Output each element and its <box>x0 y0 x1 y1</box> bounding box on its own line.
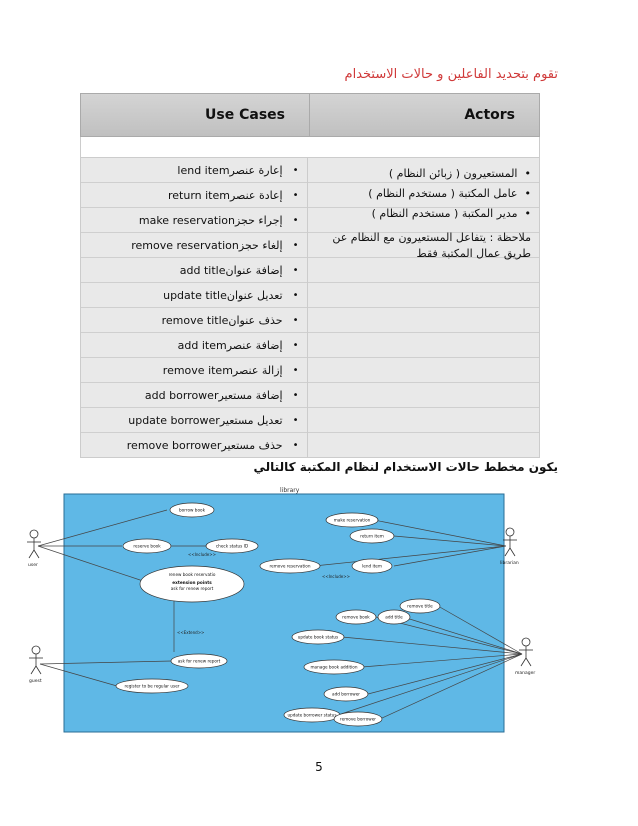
actor-manager-icon <box>522 638 530 646</box>
use-case-ar: تعديل مستعير <box>219 413 283 427</box>
use-case-en: remove item <box>162 363 233 377</box>
bullet: • <box>524 167 531 180</box>
use-case-row <box>81 183 307 208</box>
use-case-diagram <box>22 484 558 742</box>
label-update-borrower-status: update borrower status <box>287 712 337 718</box>
use-case-en: add title <box>179 263 226 277</box>
label-remove-borrower: remove borrower <box>339 716 377 722</box>
use-case-ar: إزالة عنصر <box>232 363 283 377</box>
label-ask-for-renew: ask for renew report <box>170 586 214 591</box>
actor-guest-icon <box>32 646 40 654</box>
actor-item <box>319 204 531 224</box>
bullet: • <box>292 339 299 351</box>
actors-row-line <box>308 283 540 308</box>
extend-label: <<Extend>> <box>177 630 205 635</box>
label-update-book-status: update book status <box>297 634 339 640</box>
actors-row-line <box>308 433 540 457</box>
actors-row-line <box>308 308 540 333</box>
system-boundary <box>64 494 504 732</box>
actor-text: مدير المكتبة ( مستخدم النظام ) <box>371 207 518 220</box>
actors-row-line <box>308 383 540 408</box>
use-case-ar: إلغاء حجز <box>238 238 283 252</box>
bullet: • <box>524 187 531 200</box>
include-label: <<Include>> <box>188 552 216 557</box>
page-heading: تقوم بتحديد الفاعلين و حالات الاستخدام <box>344 67 558 82</box>
use-case-ar: حذف عنوان <box>228 313 283 327</box>
actors-column <box>308 158 540 457</box>
use-case-en: update title <box>163 288 227 302</box>
use-case-row <box>81 408 307 433</box>
use-case-row <box>81 208 307 233</box>
label-reserve-book: reserve book <box>133 543 161 549</box>
diagram-caption: يكون مخطط حالات الاستخدام لنظام المكتبة كالتالي <box>253 460 558 474</box>
actor-user-label: user <box>28 563 38 568</box>
system-label: library <box>280 487 300 494</box>
use-case-en: lend item <box>177 163 230 177</box>
use-case-ar: إضافة مستعير <box>218 388 283 402</box>
use-case-en: add borrower <box>144 388 219 402</box>
actors-note: ملاحظة : يتفاعل المستعيرون مع النظام عن طريق عمال المكتبة فقط <box>332 231 531 260</box>
use-case-row <box>81 308 307 333</box>
table-header <box>80 93 540 137</box>
label-check-status: check status ID <box>215 543 249 549</box>
label-return-item: return item <box>360 533 384 539</box>
bullet: • <box>292 289 299 301</box>
table-spacer <box>80 137 540 157</box>
bullet: • <box>292 389 299 401</box>
actors-header: Actors <box>310 94 539 136</box>
use-case-ar: حذف مستعير <box>221 438 283 452</box>
actor-text: عامل المكتبة ( مستخدم النظام ) <box>368 187 518 200</box>
label-add-title: add title <box>385 614 403 620</box>
actors-usecases-table <box>80 93 540 458</box>
label-add-borrower: add borrower <box>332 691 360 697</box>
use-case-row <box>81 383 307 408</box>
use-case-en: remove reservation <box>131 238 239 252</box>
use-cases-column <box>81 158 308 457</box>
actor-user-icon <box>30 530 38 538</box>
bullet: • <box>292 414 299 426</box>
actors-row-line <box>308 358 540 383</box>
actor-text: المستعيرون ( زبائن النظام ) <box>388 167 518 180</box>
use-case-row <box>81 333 307 358</box>
use-case-row <box>81 158 307 183</box>
label-remove-title: remove title <box>407 603 433 609</box>
use-case-en: remove title <box>161 313 229 327</box>
use-case-en: update borrower <box>128 413 220 427</box>
use-case-ar: إضافة عنوان <box>225 263 283 277</box>
use-case-row <box>81 258 307 283</box>
actors-row-line <box>308 408 540 433</box>
actor-librarian-icon <box>506 528 514 536</box>
label-extension-points: extension points <box>172 580 212 585</box>
label-lend-item: lend item <box>362 563 382 569</box>
use-case-row <box>81 283 307 308</box>
label-make-reservation: make reservation <box>333 517 371 523</box>
bullet: • <box>292 189 299 201</box>
actor-guest-label: guest <box>29 679 42 684</box>
table-body <box>80 157 540 458</box>
use-case-row <box>81 358 307 383</box>
label-borrow-book: borrow book <box>178 507 206 513</box>
use-case-row <box>81 233 307 258</box>
bullet: • <box>524 207 531 220</box>
actor-item <box>319 184 531 204</box>
use-case-ar: إعارة عنصر <box>229 163 283 177</box>
actor-item <box>319 164 531 184</box>
use-case-row <box>81 433 307 457</box>
label-renew-book: renew book reservatio <box>168 572 216 577</box>
use-case-ar: إضافة عنصر <box>226 338 283 352</box>
label-register: register to be regular user <box>124 683 180 689</box>
use-case-ar: إجراء حجز <box>234 213 283 227</box>
use-case-ar: إعادة عنصر <box>229 188 283 202</box>
label-remove-reservation: remove reservation <box>269 563 311 569</box>
actor-manager-label: manager <box>515 671 536 676</box>
page-number: 5 <box>315 760 323 774</box>
label-ask-renew-report: ask for renew report <box>177 658 221 664</box>
actors-list <box>319 164 531 262</box>
use-case-en: remove borrower <box>126 438 222 452</box>
bullet: • <box>292 364 299 376</box>
use-case-ar: تعديل عنوان <box>226 288 283 302</box>
bullet: • <box>292 164 299 176</box>
actor-librarian-label: librarian <box>500 561 519 566</box>
use-case-en: make reservation <box>138 213 235 227</box>
bullet: • <box>292 439 299 451</box>
include-label-2: <<Include>> <box>322 574 350 579</box>
bullet: • <box>292 314 299 326</box>
bullet: • <box>292 239 299 251</box>
label-manage-book-addition: manage book addition <box>310 664 358 670</box>
use-case-en: add item <box>177 338 227 352</box>
actors-row-line <box>308 333 540 358</box>
label-remove-book: remove book <box>342 614 370 620</box>
use-case-en: return item <box>167 188 230 202</box>
bullet: • <box>292 214 299 226</box>
bullet: • <box>292 264 299 276</box>
use-cases-header: Use Cases <box>81 94 310 136</box>
